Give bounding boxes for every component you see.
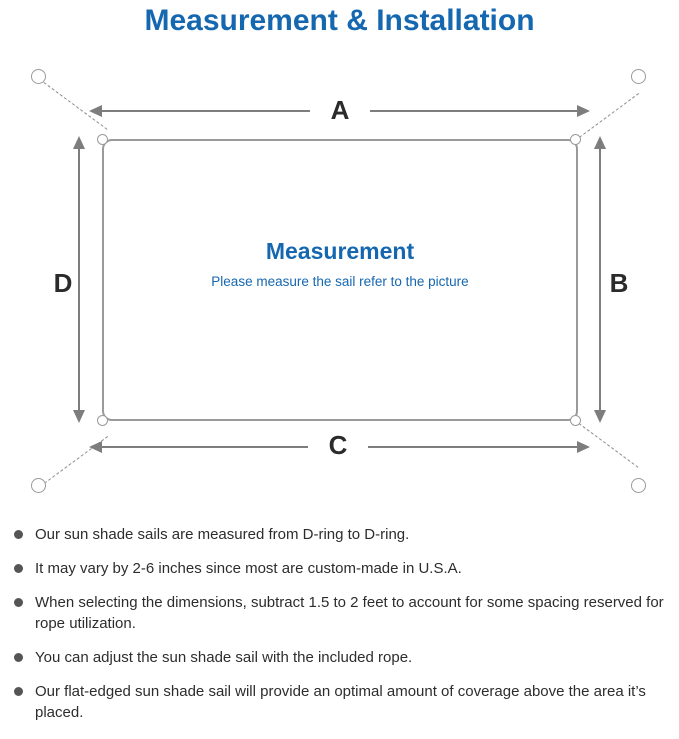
anchor-ring-top-right	[631, 69, 646, 84]
list-item	[0, 647, 679, 668]
dimension-label-c: C	[308, 430, 368, 460]
bullet-icon	[14, 653, 23, 662]
dimension-arrow-a-right	[577, 105, 590, 117]
dimension-arrow-c-left	[89, 441, 102, 453]
notes-list	[0, 524, 679, 736]
dimension-arrow-c-right	[577, 441, 590, 453]
dimension-line-d	[78, 146, 80, 414]
note-text: When selecting the dimensions, subtract 1.5 to 2 feet to account for some spacing reserved for rope utilization.	[35, 594, 664, 632]
note-text: It may vary by 2-6 inches since most are custom-made in U.S.A.	[35, 560, 462, 577]
dimension-arrow-b-bottom	[594, 410, 606, 423]
dimension-arrow-d-top	[73, 136, 85, 149]
anchor-ring-top-left	[31, 69, 46, 84]
dimension-line-b	[599, 146, 601, 414]
bullet-icon	[14, 530, 23, 539]
list-item	[0, 592, 679, 634]
dimension-label-a: A	[310, 95, 370, 125]
d-ring-bottom-right	[570, 415, 581, 426]
dimension-label-b: B	[604, 264, 634, 302]
bullet-icon	[14, 564, 23, 573]
note-text: Our sun shade sails are measured from D-ring to D-ring.	[35, 526, 410, 543]
sail-label: Measurement	[265, 238, 415, 264]
d-ring-top-left	[97, 134, 108, 145]
list-item	[0, 558, 679, 579]
list-item	[0, 524, 679, 545]
bullet-icon	[14, 687, 23, 696]
note-text: You can adjust the sun shade sail with the included rope.	[35, 649, 413, 666]
sun-shade-sail-diagram	[0, 58, 679, 508]
sail-sublabel: Please measure the sail refer to the picture	[211, 274, 469, 289]
list-item	[0, 681, 679, 723]
dimension-arrow-b-top	[594, 136, 606, 149]
dimension-label-d: D	[48, 264, 78, 302]
note-text: Our flat-edged sun shade sail will provide an optimal amount of coverage above the area it’s placed.	[35, 683, 646, 721]
d-ring-top-right	[570, 134, 581, 145]
bullet-icon	[14, 598, 23, 607]
anchor-ring-bottom-right	[631, 478, 646, 493]
d-ring-bottom-left	[97, 415, 108, 426]
dimension-arrow-a-left	[89, 105, 102, 117]
anchor-ring-bottom-left	[31, 478, 46, 493]
dimension-arrow-d-bottom	[73, 410, 85, 423]
page-title: Measurement & Installation	[144, 4, 535, 37]
